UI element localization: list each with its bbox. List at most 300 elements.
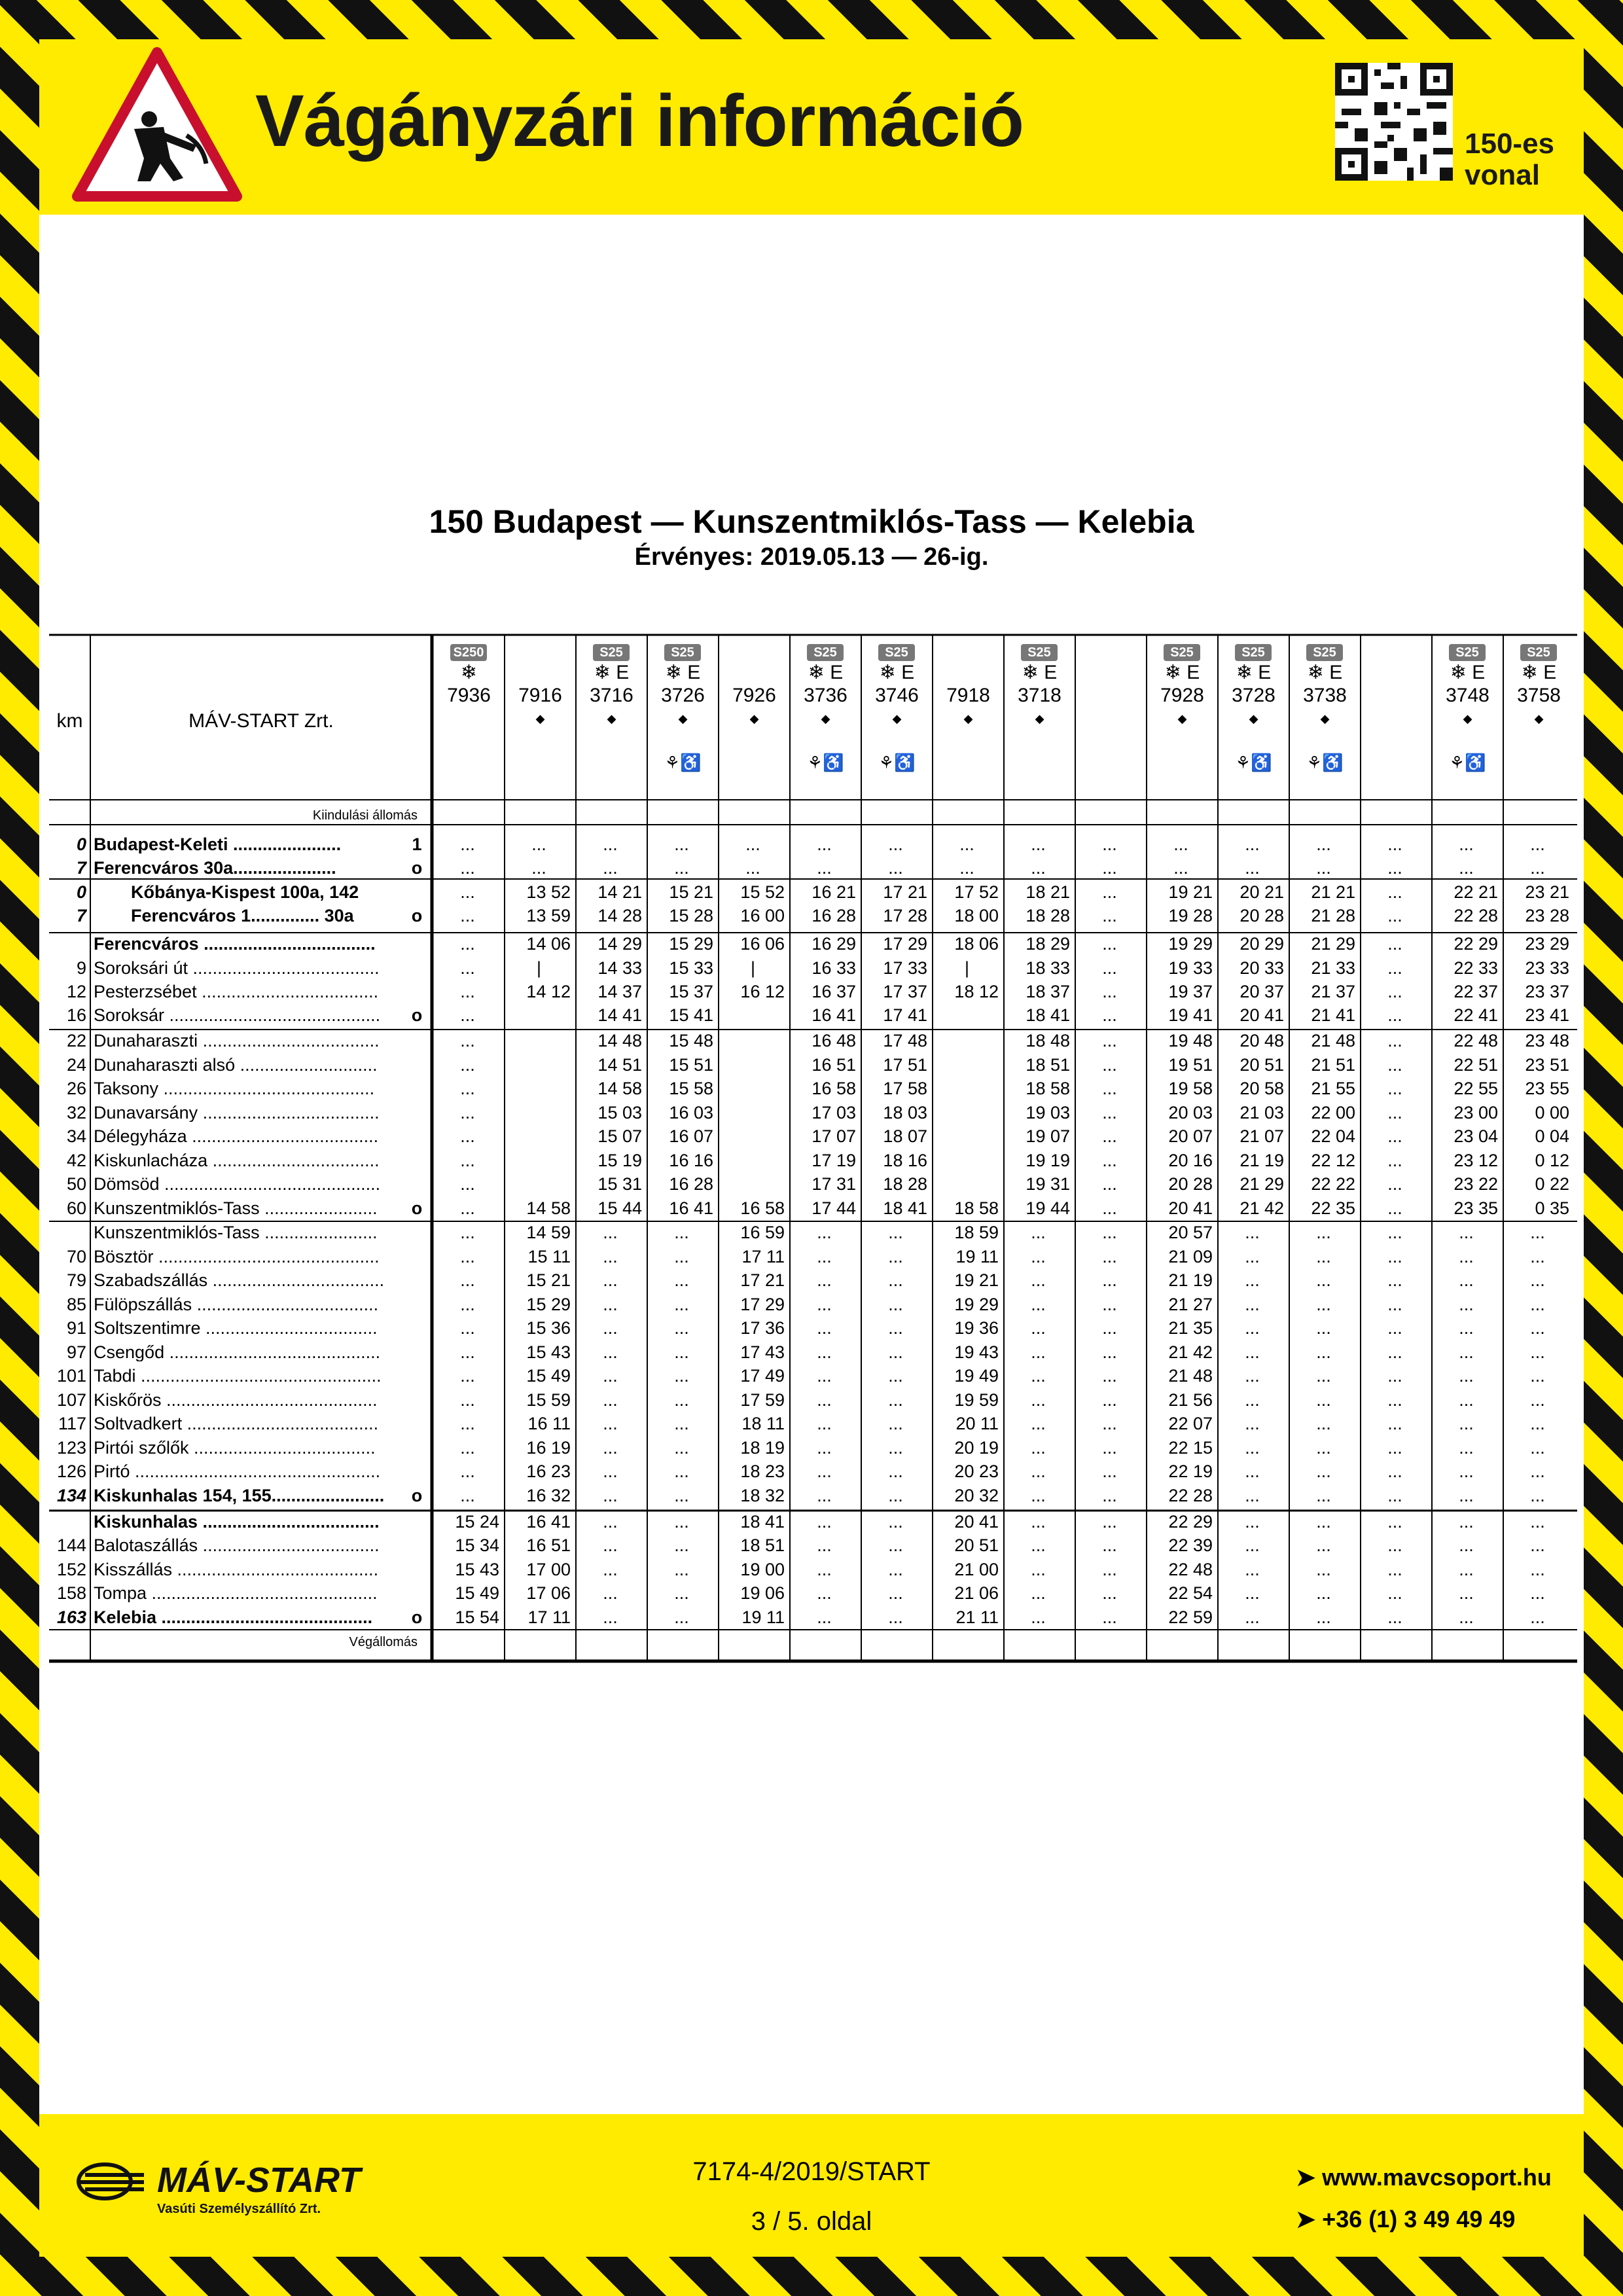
time-cell: ...: [1102, 1223, 1117, 1242]
km-value: 42: [66, 1151, 86, 1170]
time-cell: ...: [817, 1270, 832, 1290]
time-cell: 21 00: [954, 1560, 999, 1579]
time-cell: ...: [1102, 1055, 1117, 1075]
time-cell: 21 42: [1240, 1198, 1284, 1218]
time-cell: 22 15: [1168, 1438, 1213, 1458]
time-cell: ...: [1459, 1512, 1474, 1532]
time-cell: 22 51: [1454, 1055, 1498, 1075]
time-cell: ...: [959, 858, 974, 878]
time-cell: 14 58: [597, 1079, 642, 1098]
time-cell: ...: [1530, 1560, 1545, 1579]
time-cell: ...: [745, 858, 760, 878]
time-cell: 17 52: [954, 882, 999, 902]
time-cell: ...: [888, 1270, 903, 1290]
time-cell: 21 41: [1311, 1005, 1355, 1025]
time-cell: ...: [1031, 1247, 1046, 1266]
time-cell: ...: [817, 834, 832, 854]
timetable-validity: Érvényes: 2019.05.13 — 26-ig.: [634, 543, 989, 571]
time-cell: 17 41: [883, 1005, 927, 1025]
time-cell: ...: [888, 858, 903, 878]
time-cell: 0 12: [1535, 1151, 1569, 1170]
time-cell: 17 21: [740, 1270, 785, 1290]
time-cell: ...: [603, 1223, 618, 1242]
time-cell: 17 44: [812, 1198, 856, 1218]
bicycle-accessible-icon: ⚘♿: [664, 753, 702, 772]
km-value: 85: [66, 1295, 86, 1314]
time-cell: 19 29: [1168, 934, 1213, 954]
time-cell: ...: [1316, 834, 1331, 854]
time-cell: 22 28: [1454, 906, 1498, 925]
time-cell: 18 12: [954, 982, 999, 1001]
time-cell: ...: [1245, 1535, 1260, 1555]
time-cell: ...: [460, 906, 475, 925]
document-code: 7174-4/2019/START: [692, 2157, 931, 2186]
time-cell: ...: [1387, 1031, 1402, 1050]
time-cell: 22 00: [1311, 1103, 1355, 1122]
time-cell: 17 43: [740, 1342, 785, 1362]
time-cell: ...: [1387, 1462, 1402, 1481]
time-cell: ...: [1316, 1607, 1331, 1627]
km-value: 134: [56, 1486, 86, 1505]
time-cell: ...: [460, 1174, 475, 1194]
time-cell: ...: [460, 1247, 475, 1266]
time-cell: 18 58: [1026, 1079, 1070, 1098]
time-cell: |: [536, 958, 541, 978]
train-number: 7918: [946, 685, 990, 706]
time-cell: ...: [817, 1535, 832, 1555]
time-cell: ...: [1031, 1512, 1046, 1532]
time-cell: 19 51: [1168, 1055, 1213, 1075]
time-cell: ...: [603, 1247, 618, 1266]
time-cell: 15 48: [669, 1031, 713, 1050]
time-cell: 16 28: [669, 1174, 713, 1194]
qr-code: [1335, 63, 1453, 181]
km-value: 144: [56, 1535, 86, 1555]
train-number: 7936: [447, 685, 491, 706]
time-cell: 0 35: [1535, 1198, 1569, 1218]
time-cell: ...: [1316, 1438, 1331, 1458]
time-cell: ...: [959, 834, 974, 854]
time-cell: 20 58: [1240, 1079, 1284, 1098]
time-cell: ...: [1102, 1366, 1117, 1386]
time-cell: ...: [460, 1318, 475, 1338]
time-cell: ...: [674, 1247, 689, 1266]
station-name: Ferencváros 30a.....................: [94, 859, 336, 877]
time-cell: ...: [460, 1223, 475, 1242]
stop-marker-icon: o: [411, 1005, 423, 1025]
time-cell: ...: [1459, 1318, 1474, 1338]
time-cell: 22 22: [1311, 1174, 1355, 1194]
time-cell: 15 34: [455, 1535, 499, 1555]
time-cell: 20 03: [1168, 1103, 1213, 1122]
time-cell: 22 48: [1454, 1031, 1498, 1050]
time-cell: ...: [817, 1512, 832, 1532]
time-cell: 20 41: [1168, 1198, 1213, 1218]
train-badge: S25: [1164, 644, 1200, 661]
station-name: Kiskunlacháza ..................................: [94, 1151, 380, 1170]
time-cell: 17 58: [883, 1079, 927, 1098]
train-badge: S25: [1021, 644, 1058, 661]
time-cell: 14 58: [526, 1198, 571, 1218]
time-cell: ...: [1530, 1486, 1545, 1505]
time-cell: ...: [674, 1560, 689, 1579]
time-cell: ...: [603, 1462, 618, 1481]
time-cell: ...: [1387, 1174, 1402, 1194]
time-cell: 15 43: [526, 1342, 571, 1362]
time-cell: 15 31: [597, 1174, 642, 1194]
time-cell: ...: [888, 1486, 903, 1505]
direction-icon: ◆: [535, 712, 545, 725]
arrow-icon: ➤: [1296, 2164, 1323, 2191]
time-cell: ...: [888, 1535, 903, 1555]
time-cell: 16 41: [812, 1005, 856, 1025]
time-cell: 15 36: [526, 1318, 571, 1338]
station-name: Szabadszállás ...................................: [94, 1271, 385, 1289]
km-value: 91: [66, 1318, 86, 1338]
bicycle-accessible-icon: ⚘♿: [878, 753, 916, 772]
time-cell: ...: [1102, 1295, 1117, 1314]
time-cell: 0 04: [1535, 1126, 1569, 1146]
train-number: 7916: [518, 685, 562, 706]
logo-subtitle: Vasúti Személyszállító Zrt.: [157, 2202, 321, 2216]
time-cell: ...: [1031, 858, 1046, 878]
time-cell: 21 29: [1311, 934, 1355, 954]
station-name: Dunaharaszti alsó ............................: [94, 1056, 378, 1074]
time-cell: ...: [1387, 982, 1402, 1001]
time-cell: 20 16: [1168, 1151, 1213, 1170]
station-name: Kelebia ...........................................: [94, 1608, 373, 1626]
km-value: 163: [56, 1607, 86, 1627]
km-value: 9: [76, 958, 86, 978]
time-cell: 22 21: [1454, 882, 1498, 902]
time-cell: ...: [460, 1366, 475, 1386]
time-cell: ...: [1530, 1223, 1545, 1242]
time-cell: 15 19: [597, 1151, 642, 1170]
time-cell: ...: [1245, 1462, 1260, 1481]
time-cell: 21 29: [1240, 1174, 1284, 1194]
station-name: Soltvadkert .......................................: [94, 1414, 379, 1433]
station-name: Soroksár ...........................................: [94, 1006, 381, 1024]
time-cell: 23 33: [1525, 958, 1569, 978]
time-cell: ...: [1387, 958, 1402, 978]
time-cell: 22 29: [1454, 934, 1498, 954]
time-cell: ...: [888, 1414, 903, 1433]
time-cell: ...: [460, 1031, 475, 1050]
time-cell: 22 48: [1168, 1560, 1213, 1579]
time-cell: 21 27: [1168, 1295, 1213, 1314]
time-cell: 17 28: [883, 906, 927, 925]
start-station-label: Kiindulási állomás: [312, 808, 418, 823]
time-cell: ...: [888, 1438, 903, 1458]
time-cell: 23 37: [1525, 982, 1569, 1001]
time-cell: 20 11: [955, 1414, 999, 1433]
station-name: Kunszentmiklós-Tass .......................: [94, 1199, 378, 1217]
station-name: Ferencváros 1.............. 30a: [131, 906, 354, 925]
time-cell: 19 19: [1026, 1151, 1070, 1170]
time-cell: 16 58: [812, 1079, 856, 1098]
time-cell: ...: [1102, 1607, 1117, 1627]
time-cell: ...: [460, 1462, 475, 1481]
time-cell: ...: [1387, 1342, 1402, 1362]
time-cell: ...: [1102, 1414, 1117, 1433]
time-cell: ...: [460, 1151, 475, 1170]
air-conditioning-icon: ❄ E: [594, 662, 630, 683]
time-cell: ...: [1245, 1247, 1260, 1266]
time-cell: ...: [460, 1079, 475, 1098]
time-cell: ...: [817, 1342, 832, 1362]
time-cell: ...: [1031, 834, 1046, 854]
station-name: Kiskőrös ...........................................: [94, 1391, 378, 1409]
time-cell: 16 28: [812, 906, 856, 925]
website-link[interactable]: [1296, 2164, 1552, 2191]
time-cell: 19 33: [1168, 958, 1213, 978]
time-cell: 21 03: [1240, 1103, 1284, 1122]
time-cell: ...: [1530, 1583, 1545, 1603]
time-cell: ...: [1459, 1414, 1474, 1433]
station-name: Dunavarsány ....................................: [94, 1103, 380, 1122]
time-cell: ...: [1316, 1535, 1331, 1555]
time-cell: 14 37: [597, 982, 642, 1001]
km-value: 34: [66, 1126, 86, 1146]
time-cell: 21 51: [1311, 1055, 1355, 1075]
time-cell: 19 48: [1168, 1031, 1213, 1050]
time-cell: ...: [674, 1366, 689, 1386]
time-cell: ...: [1387, 906, 1402, 925]
direction-icon: ◆: [821, 712, 830, 725]
time-cell: 16 29: [812, 934, 856, 954]
station-name: Dömsöd ............................................: [94, 1175, 381, 1193]
km-header: km: [56, 710, 83, 732]
time-cell: 21 07: [1240, 1126, 1284, 1146]
time-cell: ...: [1316, 858, 1331, 878]
station-name: Tabdi .................................................: [94, 1367, 382, 1385]
time-cell: 23 12: [1454, 1151, 1498, 1170]
time-cell: 20 41: [1240, 1005, 1284, 1025]
time-cell: 15 37: [669, 982, 713, 1001]
train-badge: S25: [1449, 644, 1486, 661]
time-cell: ...: [1316, 1247, 1331, 1266]
time-cell: 15 33: [669, 958, 713, 978]
train-number: 3718: [1018, 685, 1061, 706]
time-cell: ...: [1102, 1079, 1117, 1098]
time-cell: 15 29: [669, 934, 713, 954]
time-cell: 17 51: [883, 1055, 927, 1075]
time-cell: 15 21: [669, 882, 713, 902]
time-cell: ...: [1387, 1270, 1402, 1290]
time-cell: ...: [817, 1247, 832, 1266]
time-cell: ...: [603, 1486, 618, 1505]
time-cell: ...: [1459, 858, 1474, 878]
time-cell: ...: [603, 1270, 618, 1290]
time-cell: ...: [460, 1486, 475, 1505]
time-cell: ...: [603, 834, 618, 854]
time-cell: 14 51: [597, 1055, 642, 1075]
time-cell: ...: [1530, 1390, 1545, 1410]
time-cell: ...: [1102, 1174, 1117, 1194]
train-number: 3758: [1517, 685, 1561, 706]
time-cell: ...: [1031, 1583, 1046, 1603]
time-cell: ...: [460, 982, 475, 1001]
time-cell: 19 41: [1168, 1005, 1213, 1025]
time-cell: ...: [1530, 1318, 1545, 1338]
time-cell: 15 24: [455, 1512, 499, 1532]
time-cell: ...: [1459, 1535, 1474, 1555]
time-cell: ...: [603, 1295, 618, 1314]
time-cell: ...: [1459, 834, 1474, 854]
time-cell: ...: [1102, 1247, 1117, 1266]
train-number: 3748: [1446, 685, 1489, 706]
route-note: 1: [412, 834, 422, 854]
time-cell: 18 00: [954, 906, 999, 925]
time-cell: 22 55: [1454, 1079, 1498, 1098]
time-cell: ...: [1316, 1512, 1331, 1532]
time-cell: ...: [1459, 1295, 1474, 1314]
time-cell: ...: [603, 1438, 618, 1458]
line-label-word: vonal: [1465, 159, 1540, 191]
time-cell: 22 37: [1454, 982, 1498, 1001]
time-cell: 19 29: [954, 1295, 999, 1314]
time-cell: ...: [1102, 1198, 1117, 1218]
time-cell: ...: [1530, 1535, 1545, 1555]
train-number: 3738: [1303, 685, 1347, 706]
time-cell: |: [750, 958, 755, 978]
time-cell: ...: [460, 1198, 475, 1218]
time-cell: 19 00: [740, 1560, 785, 1579]
time-cell: ...: [460, 1414, 475, 1433]
time-cell: 19 37: [1168, 982, 1213, 1001]
phone-text: +36 (1) 3 49 49 49: [1322, 2206, 1516, 2233]
time-cell: ...: [1102, 858, 1117, 878]
station-name: Délegyháza ......................................: [94, 1127, 379, 1145]
direction-icon: ◆: [963, 712, 973, 725]
time-cell: 16 41: [526, 1512, 571, 1532]
time-cell: 18 51: [740, 1535, 785, 1555]
time-cell: ...: [888, 1223, 903, 1242]
time-cell: ...: [1387, 1055, 1402, 1075]
time-cell: ...: [888, 1512, 903, 1532]
time-cell: 19 28: [1168, 906, 1213, 925]
time-cell: ...: [1245, 1295, 1260, 1314]
time-cell: ...: [1316, 1342, 1331, 1362]
time-cell: ...: [603, 1512, 618, 1532]
time-cell: 21 06: [954, 1583, 999, 1603]
time-cell: ...: [1530, 834, 1545, 854]
time-cell: 16 21: [812, 882, 856, 902]
time-cell: ...: [1245, 1390, 1260, 1410]
time-cell: 21 19: [1168, 1270, 1213, 1290]
km-value: 0: [76, 882, 86, 902]
time-cell: 18 19: [740, 1438, 785, 1458]
time-cell: 20 19: [954, 1438, 999, 1458]
time-cell: 16 11: [527, 1414, 571, 1433]
time-cell: 18 28: [883, 1174, 927, 1194]
time-cell: ...: [888, 1607, 903, 1627]
time-cell: ...: [460, 834, 475, 854]
time-cell: ...: [1387, 1366, 1402, 1386]
time-cell: ...: [1031, 1560, 1046, 1579]
time-cell: ...: [1031, 1318, 1046, 1338]
time-cell: 21 21: [1311, 882, 1355, 902]
air-conditioning-icon: ❄ E: [1022, 662, 1058, 683]
km-value: 26: [66, 1079, 86, 1098]
train-number: 3716: [590, 685, 633, 706]
station-name: Pesterzsébet ....................................: [94, 982, 379, 1001]
time-cell: 20 32: [954, 1486, 999, 1505]
time-cell: 23 22: [1454, 1174, 1498, 1194]
time-cell: 21 28: [1311, 906, 1355, 925]
time-cell: ...: [674, 1462, 689, 1481]
km-value: 60: [66, 1198, 86, 1218]
time-cell: ...: [1387, 1005, 1402, 1025]
time-cell: 16 07: [669, 1126, 713, 1146]
time-cell: ...: [674, 1486, 689, 1505]
train-badge: S25: [1235, 644, 1272, 661]
time-cell: ...: [1459, 1270, 1474, 1290]
time-cell: 17 19: [812, 1151, 856, 1170]
time-cell: ...: [1387, 934, 1402, 954]
station-name: Pirtó ..................................................: [94, 1462, 381, 1480]
air-conditioning-icon: ❄ E: [665, 662, 701, 683]
phone-number: [1296, 2206, 1515, 2233]
km-value: 97: [66, 1342, 86, 1362]
train-badge: S25: [1306, 644, 1343, 661]
page-number: 3 / 5. oldal: [751, 2207, 872, 2236]
time-cell: 19 11: [955, 1247, 999, 1266]
time-cell: ...: [1387, 1512, 1402, 1532]
time-cell: ...: [1530, 1295, 1545, 1314]
time-cell: ...: [1102, 1318, 1117, 1338]
arrow-icon: ➤: [1296, 2206, 1323, 2233]
time-cell: ...: [603, 1342, 618, 1362]
time-cell: 20 51: [954, 1535, 999, 1555]
time-cell: ...: [460, 1390, 475, 1410]
time-cell: 19 58: [1168, 1079, 1213, 1098]
time-cell: ...: [1387, 1151, 1402, 1170]
time-cell: 19 21: [1168, 882, 1213, 902]
km-value: 16: [66, 1005, 86, 1025]
time-cell: 21 11: [955, 1607, 999, 1627]
time-cell: ...: [817, 1390, 832, 1410]
time-cell: ...: [674, 1512, 689, 1532]
time-cell: ...: [1387, 1486, 1402, 1505]
time-cell: 14 28: [597, 906, 642, 925]
time-cell: 22 28: [1168, 1486, 1213, 1505]
time-cell: 17 11: [741, 1247, 785, 1266]
km-value: 24: [66, 1055, 86, 1075]
time-cell: 15 07: [597, 1126, 642, 1146]
time-cell: ...: [674, 1342, 689, 1362]
time-cell: ...: [888, 1295, 903, 1314]
time-cell: 15 59: [526, 1390, 571, 1410]
time-cell: ...: [1387, 1103, 1402, 1122]
time-cell: ...: [1102, 1462, 1117, 1481]
time-cell: 16 37: [812, 982, 856, 1001]
time-cell: ...: [817, 1318, 832, 1338]
time-cell: |: [964, 958, 969, 978]
time-cell: ...: [603, 1366, 618, 1386]
time-cell: ...: [603, 1560, 618, 1579]
time-cell: 17 37: [883, 982, 927, 1001]
time-cell: ...: [1031, 1414, 1046, 1433]
time-cell: ...: [817, 1295, 832, 1314]
time-cell: ...: [460, 958, 475, 978]
time-cell: ...: [888, 1560, 903, 1579]
time-cell: 23 41: [1525, 1005, 1569, 1025]
time-cell: ...: [1387, 882, 1402, 902]
time-cell: 21 42: [1168, 1342, 1213, 1362]
air-conditioning-icon: ❄: [460, 662, 478, 683]
time-cell: ...: [1530, 1414, 1545, 1433]
